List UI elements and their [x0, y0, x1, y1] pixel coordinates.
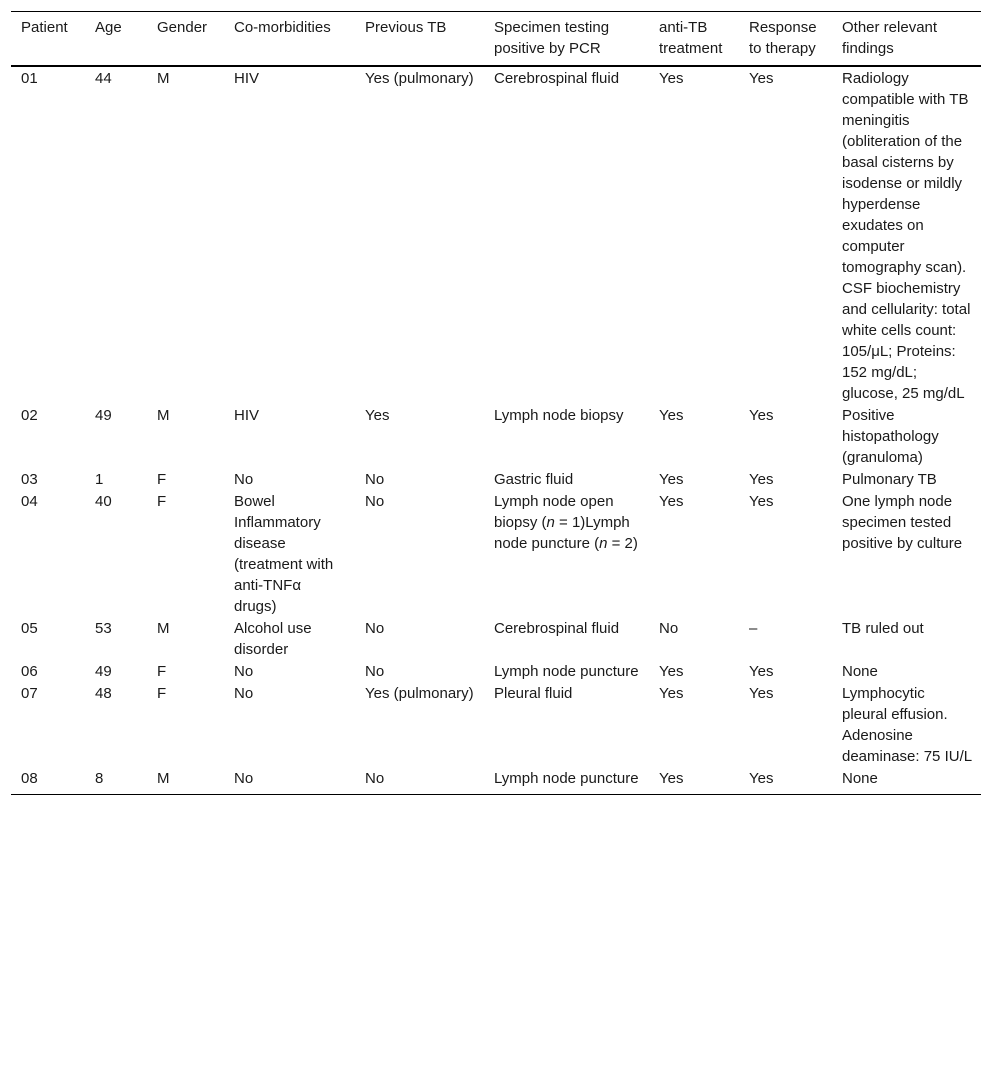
header-treatment: anti-TB treatment — [659, 19, 723, 57]
cell-response: – — [749, 620, 758, 637]
cell-patient: 01 — [21, 70, 38, 87]
cell-gender: M — [157, 620, 170, 637]
cell-treatment: Yes — [659, 407, 684, 424]
cell-comorbidities: No — [234, 685, 254, 702]
table-row — [11, 468, 981, 490]
table-row — [11, 490, 981, 617]
header-row — [11, 12, 981, 67]
cell-patient: 08 — [21, 770, 38, 787]
specimen-text-a: Lymph node open biopsy ( — [494, 493, 614, 531]
cell-treatment: No — [659, 620, 679, 637]
table-row — [11, 682, 981, 767]
cell-gender: F — [157, 663, 167, 680]
specimen-text-b: = 1)Lymph node puncture ( — [494, 514, 630, 552]
cell-comorbidities: Bowel Inflammatory disease (treatment with anti-TNFα drugs) — [234, 493, 334, 615]
header-comorbidities: Co-morbidities — [234, 19, 331, 36]
cell-previous-tb: Yes — [365, 407, 390, 424]
cell-findings: Pulmonary TB — [842, 471, 937, 488]
table-row — [11, 767, 981, 795]
cell-age: 48 — [95, 685, 112, 702]
cell-specimen — [484, 490, 649, 617]
cell-findings: None — [842, 770, 878, 787]
cell-comorbidities: HIV — [234, 70, 260, 87]
cell-age: 49 — [95, 663, 112, 680]
cell-gender: F — [157, 685, 167, 702]
cell-specimen: Cerebrospinal fluid — [494, 620, 620, 637]
cell-gender: M — [157, 770, 170, 787]
cell-gender: F — [157, 471, 167, 488]
cell-treatment: Yes — [659, 685, 684, 702]
cell-comorbidities: No — [234, 471, 254, 488]
cell-treatment: Yes — [659, 70, 684, 87]
cell-previous-tb: No — [365, 493, 385, 510]
cell-specimen: Pleural fluid — [494, 685, 573, 702]
cell-previous-tb: No — [365, 471, 385, 488]
cell-findings: Lymphocytic pleural effusion. Adenosine deaminase: 75 IU/L — [842, 685, 973, 765]
cell-gender: M — [157, 407, 170, 424]
cell-findings: Positive histopathology (granuloma) — [842, 407, 939, 466]
cell-response: Yes — [749, 493, 774, 510]
cell-treatment: Yes — [659, 471, 684, 488]
cell-age: 49 — [95, 407, 112, 424]
cell-patient: 02 — [21, 407, 38, 424]
header-previous-tb: Previous TB — [365, 19, 447, 36]
cell-treatment: Yes — [659, 770, 684, 787]
cell-specimen: Lymph node biopsy — [494, 407, 624, 424]
cell-response: Yes — [749, 471, 774, 488]
sample-count-variable: n — [599, 535, 608, 552]
cell-gender: M — [157, 70, 170, 87]
cell-comorbidities: No — [234, 663, 254, 680]
cell-patient: 04 — [21, 493, 38, 510]
cell-previous-tb: Yes (pulmonary) — [365, 70, 474, 87]
cell-response: Yes — [749, 407, 774, 424]
cell-findings: TB ruled out — [842, 620, 924, 637]
cell-age: 1 — [95, 471, 104, 488]
cell-age: 8 — [95, 770, 104, 787]
header-specimen: Specimen testing positive by PCR — [494, 19, 610, 57]
cell-comorbidities: No — [234, 770, 254, 787]
cell-previous-tb: No — [365, 663, 385, 680]
table-row — [11, 617, 981, 660]
cell-response: Yes — [749, 685, 774, 702]
cell-comorbidities: HIV — [234, 407, 260, 424]
specimen-text-c: = 2) — [607, 535, 638, 552]
cell-previous-tb: No — [365, 770, 385, 787]
header-patient: Patient — [21, 19, 68, 36]
cell-findings: Radiology compatible with TB meningitis (obliteration of the basal cisterns by isodense or mildly hyperdense exudates on computer tomography scan). CSF biochemistry and cellularity: total white cells count: 105/μL; Proteins: 152 mg/dL; glucose, 25 mg/dL — [842, 70, 971, 402]
cell-treatment: Yes — [659, 663, 684, 680]
cell-age: 53 — [95, 620, 112, 637]
cell-patient: 05 — [21, 620, 38, 637]
header-gender: Gender — [157, 19, 208, 36]
cell-gender: F — [157, 493, 167, 510]
cell-specimen: Gastric fluid — [494, 471, 574, 488]
table-row — [11, 660, 981, 682]
sample-count-variable: n — [546, 514, 555, 531]
cell-findings: None — [842, 663, 878, 680]
cell-response: Yes — [749, 663, 774, 680]
table-row — [11, 66, 981, 404]
cell-treatment: Yes — [659, 493, 684, 510]
table-row — [11, 404, 981, 468]
cell-age: 40 — [95, 493, 112, 510]
cell-specimen: Lymph node puncture — [494, 770, 639, 787]
cell-response: Yes — [749, 770, 774, 787]
cell-previous-tb: Yes (pulmonary) — [365, 685, 474, 702]
cell-previous-tb: No — [365, 620, 385, 637]
header-findings: Other relevant findings — [842, 19, 938, 57]
cell-patient: 06 — [21, 663, 38, 680]
patient-table — [11, 11, 981, 795]
cell-patient: 03 — [21, 471, 38, 488]
cell-response: Yes — [749, 70, 774, 87]
cell-findings: One lymph node specimen tested positive by culture — [842, 493, 963, 552]
header-age: Age — [95, 19, 122, 36]
cell-specimen: Cerebrospinal fluid — [494, 70, 620, 87]
header-response: Response to therapy — [749, 19, 817, 57]
cell-patient: 07 — [21, 685, 38, 702]
patient-table-container — [11, 11, 981, 795]
cell-age: 44 — [95, 70, 112, 87]
cell-specimen: Lymph node puncture — [494, 663, 639, 680]
cell-comorbidities: Alcohol use disorder — [234, 620, 312, 658]
